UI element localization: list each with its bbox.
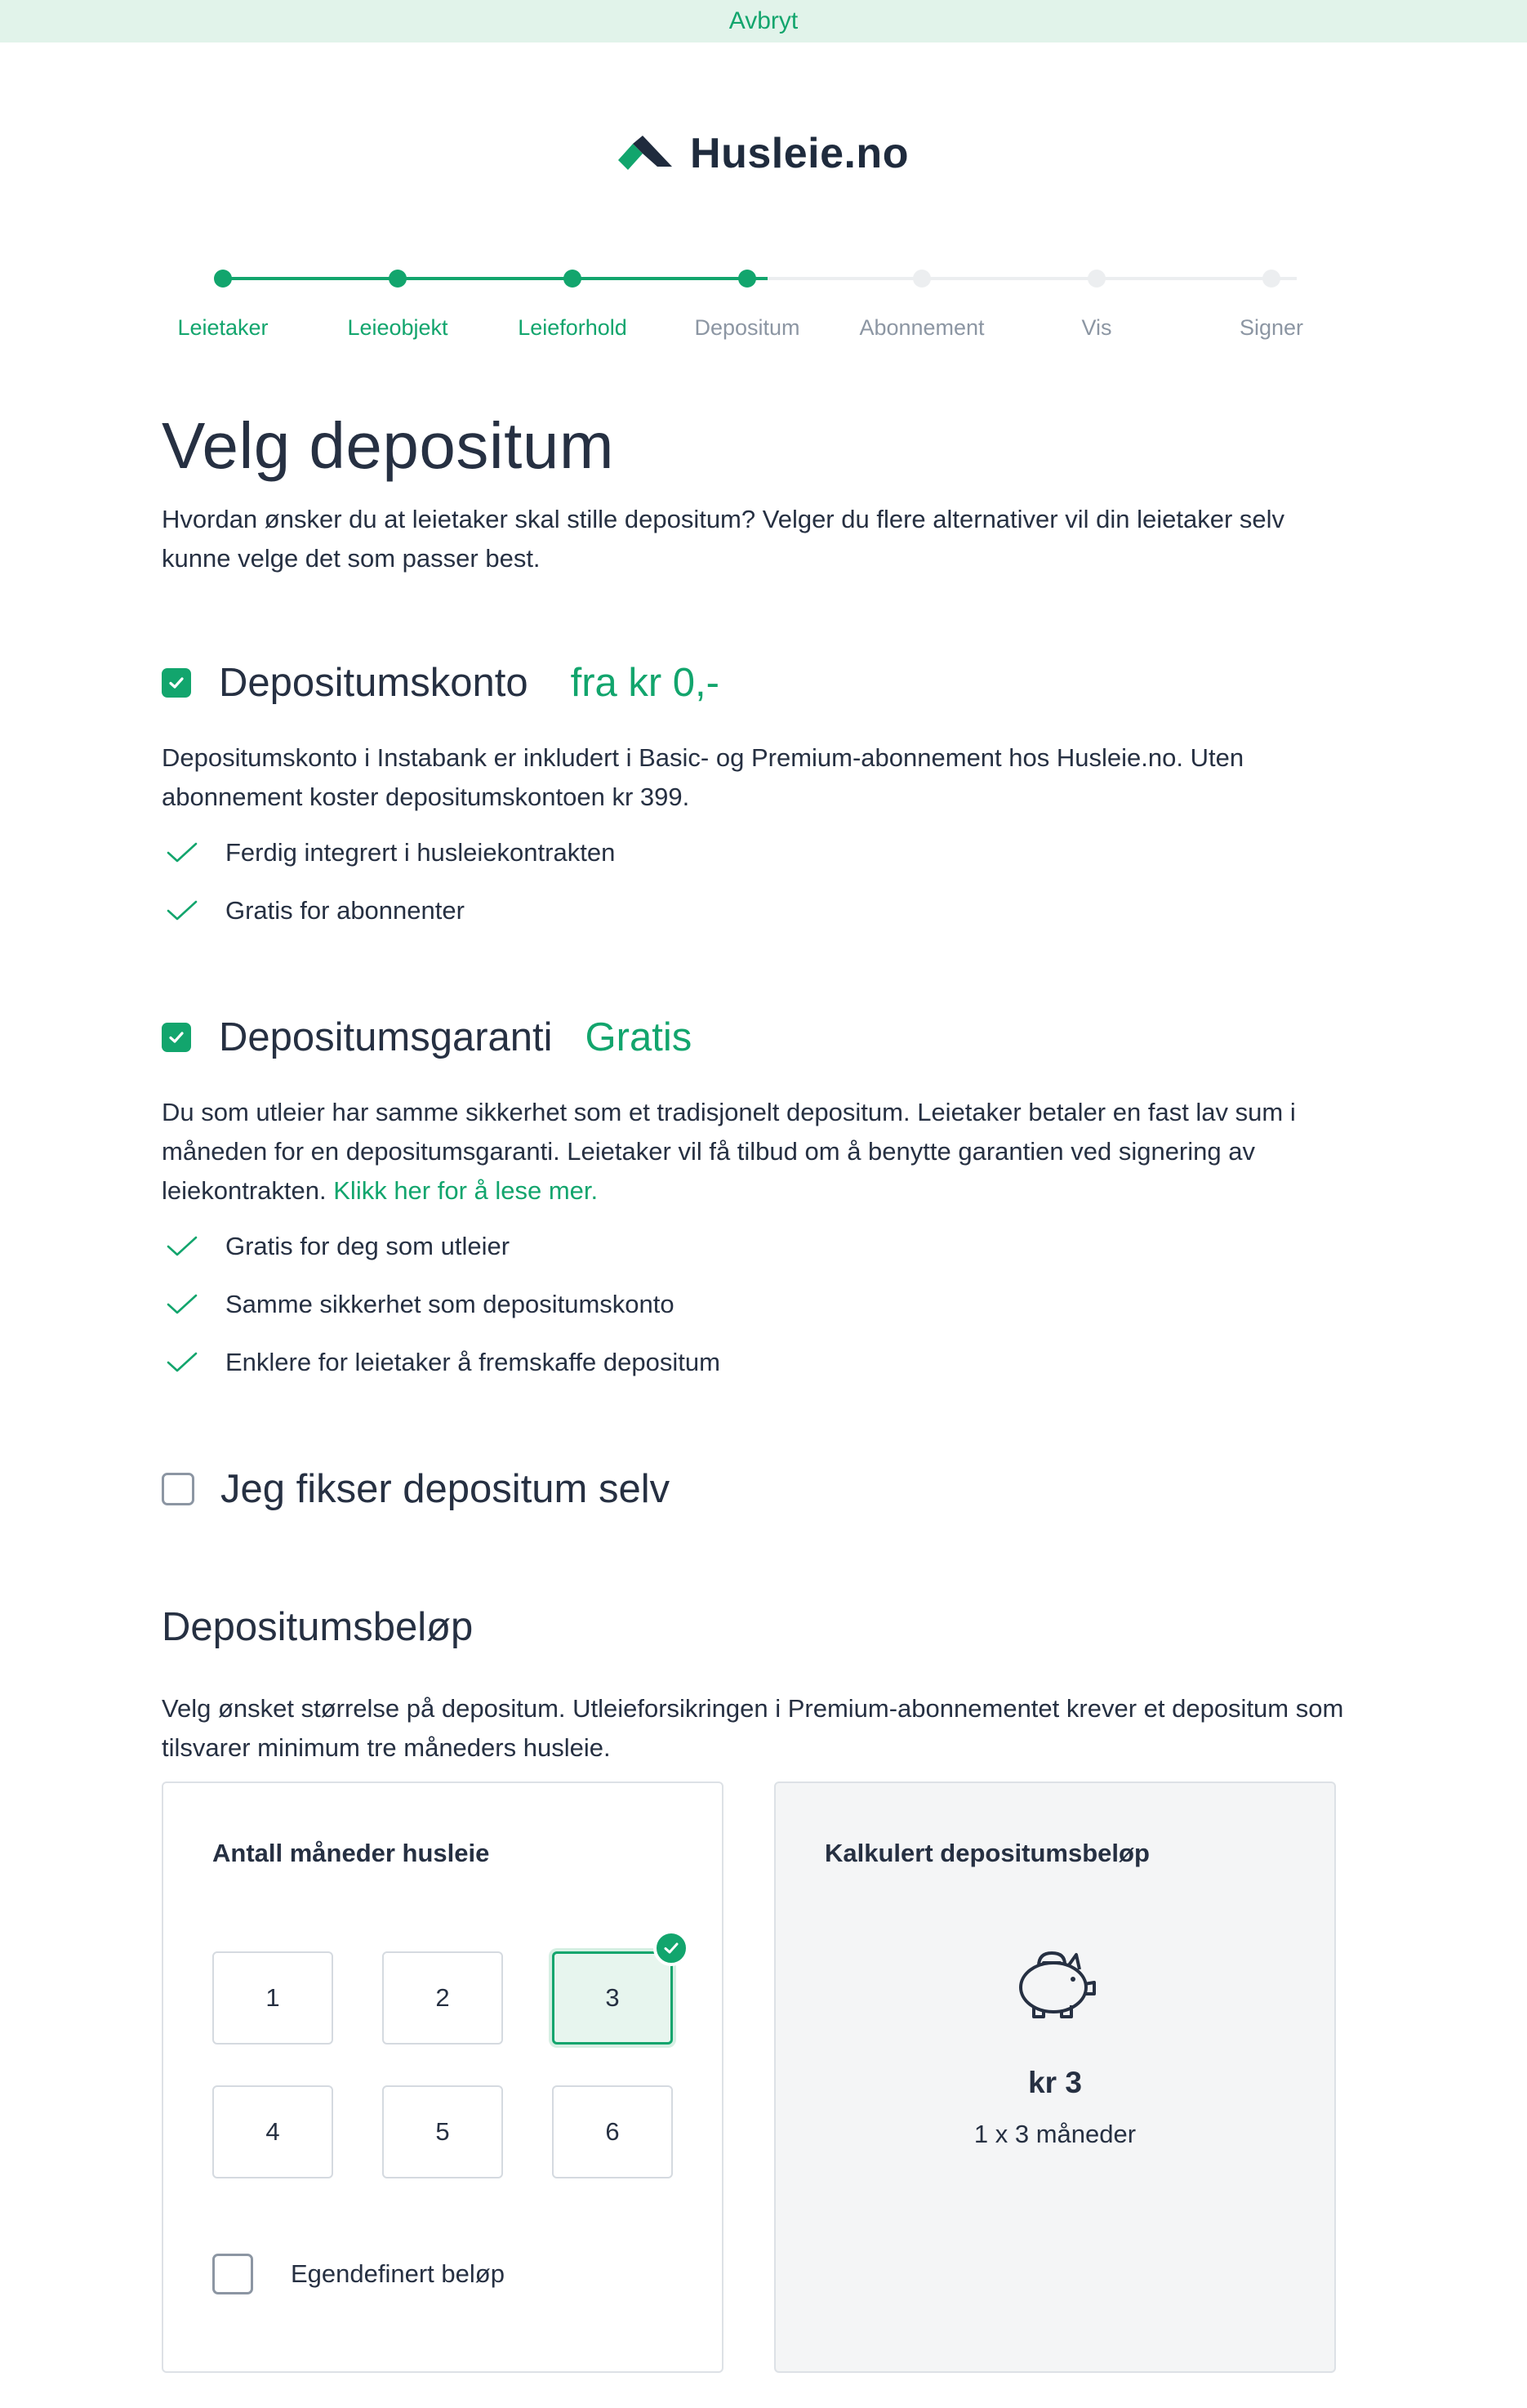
amount-section-description: Velg ønsket størrelse på depositum. Utleieforsikringen i Premium-abonnementet krever et depositum som tilsvarer minimum tre måneders husleie.	[162, 1694, 1344, 1762]
brand-name: Husleie.no	[690, 130, 909, 177]
months-option-4[interactable]: 4	[212, 2085, 333, 2178]
depositumskonto-title: Depositumskonto	[219, 661, 528, 705]
custom-amount-checkbox[interactable]	[212, 2254, 253, 2294]
check-icon	[167, 1293, 199, 1316]
step-label-leietaker[interactable]: Leietaker	[177, 315, 269, 340]
check-icon	[167, 1351, 199, 1374]
depositumsgaranti-price: Gratis	[585, 1015, 692, 1059]
depositumsgaranti-description	[162, 1093, 1346, 1211]
check-icon	[167, 899, 199, 922]
stepper-progress-line	[230, 277, 768, 280]
calculated-formula: 1 x 3 måneder	[973, 2120, 1137, 2148]
months-panel	[162, 1781, 723, 2373]
check-icon	[167, 841, 199, 864]
option-depositumskonto[interactable]	[162, 660, 719, 706]
page-title: Velg depositum	[162, 409, 615, 482]
step-dot-vis	[1088, 270, 1106, 288]
step-label-leieobjekt[interactable]: Leieobjekt	[347, 315, 448, 340]
months-option-5[interactable]: 5	[382, 2085, 503, 2178]
logo-icon	[618, 136, 672, 172]
step-dot-signer	[1262, 270, 1280, 288]
piggy-bank-icon	[1014, 1945, 1099, 2020]
step-dot-leieforhold	[563, 270, 581, 288]
step-dot-leieobjekt	[389, 270, 407, 288]
benefit-text: Samme sikkerhet som depositumskonto	[225, 1290, 674, 1318]
check-icon	[167, 1235, 199, 1258]
custom-amount-option[interactable]	[212, 2254, 505, 2294]
step-label-abonnement: Abonnement	[859, 315, 985, 340]
benefit-text: Enklere for leietaker å fremskaffe depositum	[225, 1348, 720, 1376]
months-option-3[interactable]: 3	[552, 1951, 673, 2045]
brand-logo[interactable]	[0, 129, 1527, 178]
stepper-remaining-line	[768, 277, 1297, 280]
checkmark-icon	[167, 674, 185, 692]
calculated-panel-title: Kalkulert depositumsbeløp	[825, 1839, 1150, 1867]
progress-stepper	[0, 270, 1527, 368]
depositumsgaranti-checkbox[interactable]	[162, 1023, 191, 1052]
step-label-leieforhold[interactable]: Leieforhold	[518, 315, 627, 340]
selected-check-icon	[653, 1930, 689, 1966]
months-option-1[interactable]: 1	[212, 1951, 333, 2045]
benefit-item	[167, 1348, 720, 1377]
benefit-item	[167, 838, 615, 867]
fikser-selv-title: Jeg fikser depositum selv	[220, 1467, 670, 1511]
page-intro: Hvordan ønsker du at leietaker skal stille depositum? Velger du flere alternativer vil din leietaker selv kunne velge det som passer best.	[162, 505, 1285, 573]
depositumskonto-description: Depositumskonto i Instabank er inkludert i Basic- og Premium-abonnement hos Husleie.no. Uten abonnement koster depositumskontoen kr 399.	[162, 743, 1244, 811]
step-dot-abonnement	[913, 270, 931, 288]
depositumsgaranti-title: Depositumsgaranti	[219, 1015, 553, 1059]
months-option-2[interactable]: 2	[382, 1951, 503, 2045]
step-label-signer: Signer	[1239, 315, 1304, 340]
benefit-item	[167, 896, 465, 925]
depositumskonto-price: fra kr 0,-	[570, 661, 719, 705]
checkmark-icon	[167, 1028, 185, 1046]
benefit-item	[167, 1232, 510, 1261]
benefit-text: Gratis for deg som utleier	[225, 1232, 510, 1260]
depositumsgaranti-description-text: Du som utleier har samme sikkerhet som et tradisjonelt depositum. Leietaker betaler en fast lav sum i måneden for en depositumsgaranti. Leietaker vil få tilbud om å benytte garantien ved signering av leiekontrakten.	[162, 1098, 1296, 1205]
cancel-link[interactable]: Avbryt	[728, 7, 799, 34]
option-fikser-selv[interactable]	[162, 1466, 670, 1512]
depositumskonto-checkbox[interactable]	[162, 668, 191, 698]
option-depositumsgaranti[interactable]	[162, 1014, 692, 1060]
benefit-text: Gratis for abonnenter	[225, 896, 465, 925]
months-option-6[interactable]: 6	[552, 2085, 673, 2178]
step-dot-leietaker	[214, 270, 232, 288]
benefit-text: Ferdig integrert i husleiekontrakten	[225, 838, 616, 867]
amount-section-title: Depositumsbeløp	[162, 1605, 474, 1649]
read-more-link[interactable]: Klikk her for å lese mer.	[333, 1176, 599, 1205]
calculated-amount: kr 3	[1028, 2066, 1082, 2099]
benefit-item	[167, 1290, 674, 1319]
fikser-selv-checkbox[interactable]	[162, 1473, 194, 1505]
step-label-vis: Vis	[1081, 315, 1112, 340]
cancel-bar	[0, 0, 1527, 42]
step-dot-depositum	[738, 270, 756, 288]
calculated-amount-panel	[774, 1781, 1336, 2373]
step-label-depositum: Depositum	[694, 315, 800, 340]
months-panel-title: Antall måneder husleie	[212, 1839, 490, 1867]
custom-amount-label: Egendefinert beløp	[291, 2259, 505, 2288]
